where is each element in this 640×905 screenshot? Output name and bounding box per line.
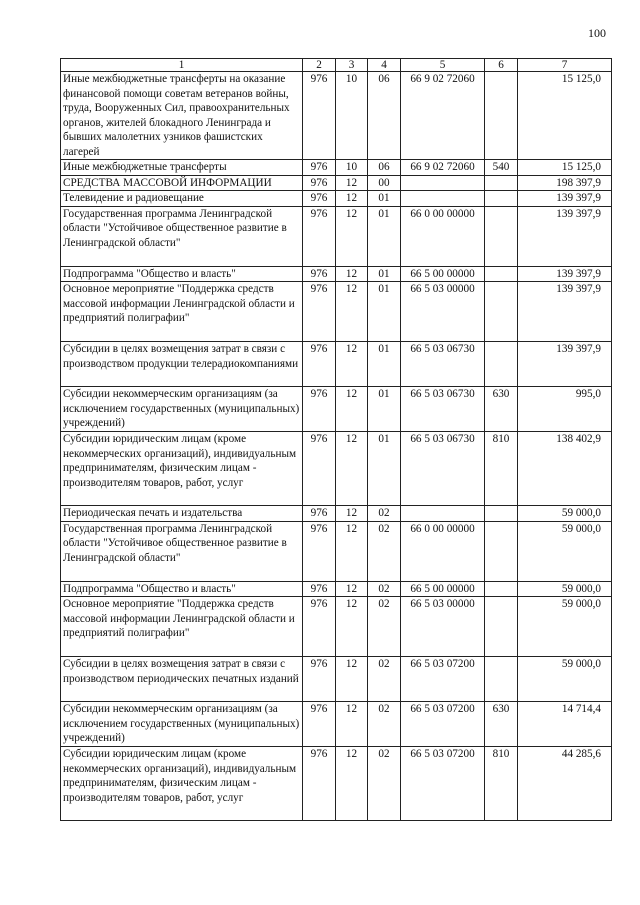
cell-target-article: 66 5 03 00000: [401, 282, 485, 342]
cell-section: 12: [336, 521, 368, 581]
table-row: [61, 432, 612, 506]
cell-target-article: 66 5 03 06730: [401, 387, 485, 432]
cell-ministry: 976: [303, 521, 336, 581]
row-name: Государственная программа Ленинградской области "Устойчивое общественное развитие в Ленинградской области": [61, 521, 303, 581]
cell-ministry: 976: [303, 581, 336, 597]
cell-expense-type: [485, 72, 518, 160]
cell-section: 12: [336, 581, 368, 597]
cell-section: 12: [336, 342, 368, 387]
row-name: Государственная программа Ленинградской области "Устойчивое общественное развитие в Ленинградской области": [61, 206, 303, 266]
row-name: Субсидии юридическим лицам (кроме некоммерческих организаций), индивидуальным предпринимателям, физическим лицам - производителям товаров, работ, услуг: [61, 747, 303, 821]
row-name: Основное мероприятие "Поддержка средств массовой информации Ленинградской области и предприятий полиграфии": [61, 597, 303, 657]
cell-target-article: 66 9 02 72060: [401, 72, 485, 160]
header-cell: 6: [485, 59, 518, 72]
cell-amount: 15 125,0: [518, 72, 612, 160]
cell-target-article: 66 0 00 00000: [401, 206, 485, 266]
cell-subsection: 01: [368, 266, 401, 282]
cell-subsection: 02: [368, 581, 401, 597]
row-name: Периодическая печать и издательства: [61, 506, 303, 522]
row-name: Подпрограмма "Общество и власть": [61, 266, 303, 282]
cell-subsection: 02: [368, 747, 401, 821]
cell-target-article: 66 5 00 00000: [401, 266, 485, 282]
cell-expense-type: [485, 597, 518, 657]
row-name: Субсидии юридическим лицам (кроме некоммерческих организаций), индивидуальным предпринимателям, физическим лицам - производителям товаров, работ, услуг: [61, 432, 303, 506]
cell-section: 10: [336, 160, 368, 176]
table-row: [61, 206, 612, 266]
cell-section: 12: [336, 747, 368, 821]
row-name: Иные межбюджетные трансферты на оказание финансовой помощи советам ветеранов войны, труда, Вооруженных Сил, правоохранительных органов, жителей блокадного Ленинграда и бывших малолетних узников фашистских лагерей: [61, 72, 303, 160]
table-row: [61, 387, 612, 432]
cell-amount: 44 285,6: [518, 747, 612, 821]
cell-ministry: 976: [303, 702, 336, 747]
cell-subsection: 01: [368, 432, 401, 506]
cell-amount: 59 000,0: [518, 521, 612, 581]
cell-expense-type: [485, 175, 518, 191]
cell-target-article: 66 5 03 00000: [401, 597, 485, 657]
cell-subsection: 01: [368, 387, 401, 432]
cell-expense-type: [485, 657, 518, 702]
row-name: Телевидение и радиовещание: [61, 191, 303, 207]
cell-expense-type: 810: [485, 432, 518, 506]
cell-target-article: 66 5 03 07200: [401, 747, 485, 821]
cell-target-article: 66 5 00 00000: [401, 581, 485, 597]
cell-subsection: 00: [368, 175, 401, 191]
row-name: Основное мероприятие "Поддержка средств массовой информации Ленинградской области и предприятий полиграфии": [61, 282, 303, 342]
cell-ministry: 976: [303, 282, 336, 342]
cell-amount: 138 402,9: [518, 432, 612, 506]
cell-ministry: 976: [303, 72, 336, 160]
table-row: [61, 72, 612, 160]
table-row: [61, 175, 612, 191]
cell-expense-type: 540: [485, 160, 518, 176]
table-row: [61, 506, 612, 522]
cell-target-article: [401, 506, 485, 522]
cell-amount: 59 000,0: [518, 657, 612, 702]
cell-amount: 59 000,0: [518, 581, 612, 597]
cell-section: 12: [336, 432, 368, 506]
cell-section: 12: [336, 191, 368, 207]
cell-section: 12: [336, 266, 368, 282]
cell-subsection: 06: [368, 72, 401, 160]
header-cell: 7: [518, 59, 612, 72]
cell-expense-type: 630: [485, 702, 518, 747]
cell-subsection: 02: [368, 657, 401, 702]
cell-expense-type: [485, 191, 518, 207]
cell-section: 12: [336, 206, 368, 266]
header-cell: 2: [303, 59, 336, 72]
cell-target-article: 66 5 03 07200: [401, 657, 485, 702]
cell-expense-type: 810: [485, 747, 518, 821]
cell-subsection: 01: [368, 282, 401, 342]
cell-ministry: 976: [303, 387, 336, 432]
cell-expense-type: [485, 342, 518, 387]
cell-amount: 15 125,0: [518, 160, 612, 176]
table-row: [61, 581, 612, 597]
cell-ministry: 976: [303, 160, 336, 176]
cell-subsection: 01: [368, 191, 401, 207]
row-name: Субсидии некоммерческим организациям (за исключением государственных (муниципальных) учреждений): [61, 702, 303, 747]
cell-target-article: [401, 175, 485, 191]
cell-subsection: 02: [368, 702, 401, 747]
table-header-row: [61, 59, 612, 72]
cell-subsection: 01: [368, 342, 401, 387]
cell-section: 12: [336, 175, 368, 191]
budget-table: [60, 58, 612, 821]
cell-subsection: 06: [368, 160, 401, 176]
table-row: [61, 191, 612, 207]
cell-ministry: 976: [303, 747, 336, 821]
row-name: Субсидии некоммерческим организациям (за исключением государственных (муниципальных) учреждений): [61, 387, 303, 432]
cell-section: 12: [336, 702, 368, 747]
cell-expense-type: [485, 521, 518, 581]
header-cell: 1: [61, 59, 303, 72]
cell-amount: 59 000,0: [518, 597, 612, 657]
table-row: [61, 702, 612, 747]
cell-amount: 139 397,9: [518, 191, 612, 207]
row-name: Иные межбюджетные трансферты: [61, 160, 303, 176]
cell-target-article: 66 0 00 00000: [401, 521, 485, 581]
table-row: [61, 160, 612, 176]
row-name: Субсидии в целях возмещения затрат в связи с производством периодических печатных изданий: [61, 657, 303, 702]
cell-expense-type: [485, 282, 518, 342]
cell-amount: 139 397,9: [518, 282, 612, 342]
cell-amount: 139 397,9: [518, 206, 612, 266]
header-cell: 4: [368, 59, 401, 72]
cell-amount: 139 397,9: [518, 266, 612, 282]
cell-subsection: 02: [368, 506, 401, 522]
header-cell: 5: [401, 59, 485, 72]
cell-section: 12: [336, 657, 368, 702]
cell-expense-type: [485, 266, 518, 282]
cell-expense-type: [485, 506, 518, 522]
cell-ministry: 976: [303, 191, 336, 207]
cell-section: 12: [336, 597, 368, 657]
table-row: [61, 597, 612, 657]
cell-section: 12: [336, 387, 368, 432]
header-cell: 3: [336, 59, 368, 72]
cell-target-article: [401, 191, 485, 207]
cell-amount: 59 000,0: [518, 506, 612, 522]
cell-ministry: 976: [303, 266, 336, 282]
cell-target-article: 66 9 02 72060: [401, 160, 485, 176]
cell-expense-type: 630: [485, 387, 518, 432]
cell-ministry: 976: [303, 506, 336, 522]
cell-target-article: 66 5 03 06730: [401, 342, 485, 387]
cell-amount: 995,0: [518, 387, 612, 432]
table-row: [61, 266, 612, 282]
table-row: [61, 282, 612, 342]
cell-subsection: 02: [368, 521, 401, 581]
cell-ministry: 976: [303, 175, 336, 191]
cell-ministry: 976: [303, 342, 336, 387]
cell-ministry: 976: [303, 432, 336, 506]
table-row: [61, 747, 612, 821]
cell-section: 12: [336, 506, 368, 522]
row-name: Подпрограмма "Общество и власть": [61, 581, 303, 597]
page-number: 100: [588, 26, 606, 40]
cell-expense-type: [485, 206, 518, 266]
row-name: СРЕДСТВА МАССОВОЙ ИНФОРМАЦИИ: [61, 175, 303, 191]
cell-amount: 14 714,4: [518, 702, 612, 747]
cell-subsection: 01: [368, 206, 401, 266]
cell-target-article: 66 5 03 06730: [401, 432, 485, 506]
cell-section: 10: [336, 72, 368, 160]
cell-section: 12: [336, 282, 368, 342]
cell-ministry: 976: [303, 597, 336, 657]
cell-ministry: 976: [303, 657, 336, 702]
cell-subsection: 02: [368, 597, 401, 657]
cell-amount: 139 397,9: [518, 342, 612, 387]
cell-amount: 198 397,9: [518, 175, 612, 191]
row-name: Субсидии в целях возмещения затрат в связи с производством продукции телерадиокомпаниями: [61, 342, 303, 387]
table-row: [61, 657, 612, 702]
table-row: [61, 521, 612, 581]
cell-target-article: 66 5 03 07200: [401, 702, 485, 747]
cell-ministry: 976: [303, 206, 336, 266]
cell-expense-type: [485, 581, 518, 597]
table-row: [61, 342, 612, 387]
